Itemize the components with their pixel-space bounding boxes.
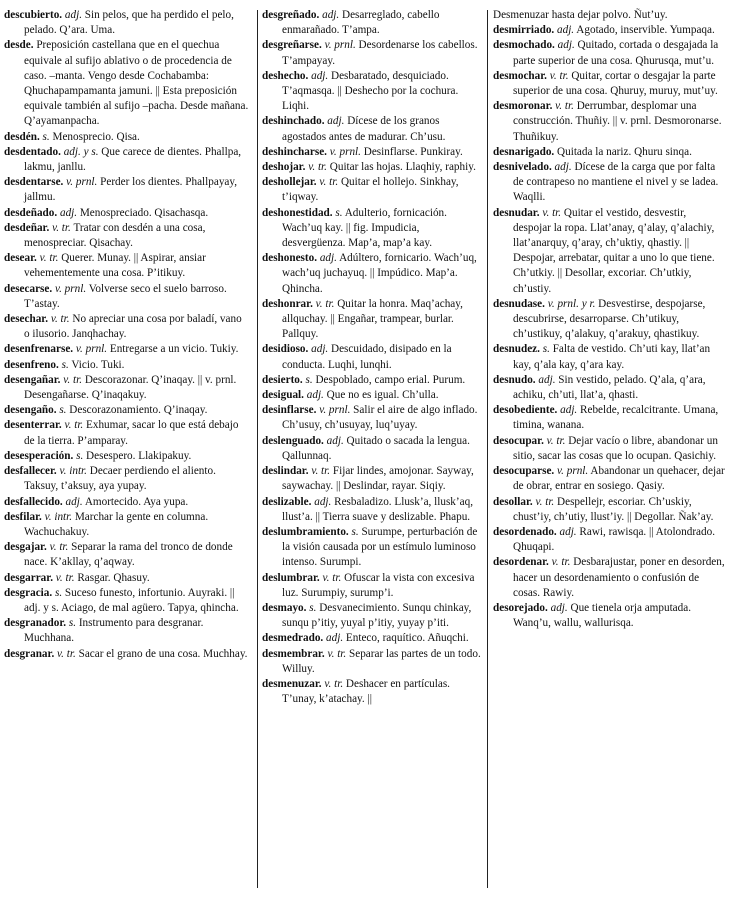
definition: Que tienela orja amputada. Wanq’u, wallu, wallurisqa.: [513, 601, 692, 630]
definition: Deshacer en partículas. T’unay, k’atachay. ||: [282, 677, 450, 706]
definition: Menospreciado. Qisachasqa.: [79, 206, 209, 219]
grammar-label: adj.: [538, 373, 556, 386]
dictionary-entry: [262, 631, 482, 646]
definition: Despellejr, escoriar. Ch’uskiy, chust’iy, ch’utiy, llust’iy. || Degollar. Ñak’ay.: [513, 495, 714, 523]
headword: desorejado.: [493, 601, 548, 614]
dictionary-entry: [4, 206, 250, 221]
definition: Descorazonar. Q’inaqay. || v. prnl. Desengañarse. Q’inaqakuy.: [24, 373, 237, 402]
dictionary-entry: [262, 525, 482, 571]
dictionary-entry: [262, 145, 482, 160]
headword: desechar.: [4, 313, 49, 326]
grammar-label: s.: [59, 404, 67, 417]
headword: desdentarse.: [4, 176, 64, 189]
grammar-label: v. tr.: [319, 176, 339, 189]
headword: desigual.: [262, 389, 304, 402]
headword: desmayo.: [262, 601, 307, 614]
column-3: [493, 8, 725, 631]
column-divider: [487, 10, 488, 888]
dictionary-entry: [493, 525, 725, 555]
dictionary-entry: [262, 677, 482, 707]
headword: deshollejar.: [262, 176, 317, 189]
dictionary-entry: [262, 297, 482, 343]
headword: desenterrar.: [4, 419, 62, 432]
grammar-label: adj.: [311, 69, 329, 82]
dictionary-entry: [4, 130, 250, 145]
dictionary-entry: [4, 342, 250, 357]
dictionary-entry: [262, 160, 482, 175]
grammar-label: v. tr.: [311, 465, 331, 478]
definition: Desespero. Llakipakuy.: [86, 449, 192, 462]
grammar-label: adj.: [314, 495, 332, 508]
definition: Adúltero, fornicario. Wach’uq, wach’uq juchayuq. || Impúdico. Map’a. Qhincha.: [282, 252, 477, 295]
column-2: [262, 8, 482, 707]
grammar-label: s.: [61, 358, 69, 371]
definition: Volverse seco el suelo barroso. T’astay.: [24, 282, 227, 310]
grammar-label: s.: [68, 617, 77, 630]
definition: Desvanecimiento. Sunqu chinkay, sunqu p’itiy, yuyal p’itiy, yuyay p’iti.: [282, 601, 472, 630]
headword: deshonrar.: [262, 297, 313, 310]
definition: Suceso funesto, infortunio. Auyraki. || adj. y s. Aciago, de mal agüero. Tapya, qhincha.: [24, 586, 239, 614]
definition: Sin pelos, que ha perdido el pelo, pelado. Q’ara. Uma.: [24, 9, 234, 37]
headword: desmochado.: [493, 39, 555, 52]
grammar-label: s.: [54, 586, 63, 599]
headword: desidioso.: [262, 343, 309, 356]
definition: Quitado, cortada o desgajada la parte superior de una cosa. Qhurusqa, mut’u.: [513, 39, 719, 67]
dictionary-entry: [262, 403, 482, 433]
definition: Quitar, cortar o desgajar la parte superior de una cosa. Qhuruy, muruy, mut’uy.: [513, 69, 718, 98]
dictionary-entry: [4, 403, 250, 418]
grammar-label: adj. y s.: [63, 145, 99, 158]
grammar-label: v. prnl.: [319, 404, 351, 417]
headword: desnudar.: [493, 206, 540, 219]
dictionary-entry: [262, 601, 482, 631]
headword: desnudez.: [493, 343, 540, 356]
dictionary-entry: [4, 312, 250, 342]
grammar-label: v. tr.: [64, 419, 84, 432]
headword: desnudase.: [493, 297, 545, 310]
grammar-label: v. prnl.: [75, 343, 108, 356]
definition: Tratar con desdén a una cosa, menospreciar. Qisachay.: [24, 221, 206, 250]
grammar-label: v. tr.: [322, 571, 342, 584]
headword: desnivelado.: [493, 161, 552, 174]
grammar-label: adj.: [311, 343, 329, 356]
definition: Sacar el grano de una cosa. Muchhay.: [78, 647, 248, 660]
grammar-label: s.: [309, 601, 317, 614]
dictionary-entry: [493, 555, 725, 601]
headword: desfallecido.: [4, 495, 63, 508]
headword: deslumbrar.: [262, 571, 320, 584]
dictionary-entry: [493, 403, 725, 433]
definition: No apreciar una cosa por baladí, vano o ilusorio. Janqhachay.: [24, 313, 242, 341]
dictionary-entry: [262, 251, 482, 297]
grammar-label: v. tr.: [57, 647, 76, 660]
headword: desmochar.: [493, 69, 547, 82]
definition: Quitar la honra. Maq’achay, allquchay. || Engañar, trampear, burlar. Pallquy.: [282, 297, 463, 341]
dictionary-entry: [4, 647, 250, 662]
dictionary-entry: [4, 540, 250, 570]
headword: desecarse.: [4, 282, 53, 295]
grammar-label: s.: [305, 373, 313, 386]
definition: Derrumbar, desplomar una construcción. Thuñiy. || v. prnl. Desmoronarse. Thuñikuy.: [513, 100, 722, 143]
headword: desgajar.: [4, 541, 47, 554]
definition: Quitar las hojas. Llaqhiy, raphiy.: [329, 161, 476, 174]
headword: desocuparse.: [493, 465, 555, 478]
definition: Menosprecio. Qisa.: [52, 130, 140, 143]
dictionary-entry: [493, 342, 725, 372]
headword: desocupar.: [493, 434, 544, 447]
definition: Quitada la nariz. Qhuru sinqa.: [557, 145, 692, 158]
dictionary-entry: [4, 221, 250, 251]
dictionary-entry: [4, 282, 250, 312]
grammar-label: v. tr.: [549, 69, 569, 82]
headword: desesperación.: [4, 449, 74, 462]
grammar-label: v. tr.: [551, 556, 571, 569]
grammar-label: s.: [351, 525, 359, 538]
definition: Dícese de la carga que por falta de contrapeso no mantiene el nivel y se ladea. Waqlli.: [513, 161, 719, 204]
definition: Rebelde, recalcitrante. Umana, timina, wanana.: [513, 404, 719, 432]
definition: Descuidado, disipado en la conducta. Luqhi, lunqhi.: [282, 343, 452, 371]
grammar-label: v. tr.: [308, 161, 327, 174]
definition: Dejar vacío o libre, abandonar un sitio, sacar las cosas que lo ocupan. Qasichiy.: [513, 434, 718, 462]
definition: Quitado o sacada la lengua. Qallunnaq.: [282, 434, 470, 462]
headword: desgarrar.: [4, 571, 53, 584]
headword: deshonesto.: [262, 252, 318, 265]
dictionary-entry: [493, 145, 725, 160]
definition: Decaer perdiendo el aliento. Taksuy, t’aksuy, aya yupay.: [24, 465, 216, 493]
grammar-label: adj.: [554, 161, 572, 174]
column-divider: [257, 10, 258, 888]
grammar-label: adj.: [550, 601, 568, 614]
grammar-label: adj.: [327, 115, 345, 128]
dictionary-entry: [262, 206, 482, 252]
headword: desollar.: [493, 495, 533, 508]
grammar-label: adj.: [326, 434, 344, 447]
headword: desmoronar.: [493, 100, 553, 113]
grammar-label: adj.: [557, 39, 575, 52]
definition: Sin vestido, pelado. Q’ala, q’ara, achiku, ch’uti, llat’a, qhasti.: [513, 373, 706, 402]
headword: desordenado.: [493, 525, 557, 538]
definition: Exhumar, sacar lo que está debajo de la tierra. P’amparay.: [24, 419, 239, 447]
grammar-label: v. prnl.: [54, 282, 87, 295]
definition: Rawi, rawisqa. || Atolondrado. Qhuqapi.: [513, 525, 716, 554]
definition: Falta de vestido. Ch’uti kay, llat’an kay, q’ala kay, q’ara kay.: [513, 343, 711, 371]
dictionary-entry: [4, 449, 250, 464]
dictionary-entry: [493, 373, 725, 403]
headword: desnudo.: [493, 373, 536, 386]
grammar-label: v. tr.: [327, 647, 347, 660]
dictionary-entry: [262, 571, 482, 601]
headword: desierto.: [262, 373, 303, 386]
headword: desnarigado.: [493, 145, 555, 158]
grammar-label: adj.: [557, 24, 575, 37]
definition: Desarreglado, cabello enmarañado. T’ampa.: [282, 9, 440, 37]
headword: deshonestidad.: [262, 206, 333, 219]
definition: Desordenarse los cabellos. T’ampayay.: [282, 39, 478, 67]
column-1: [4, 8, 250, 662]
definition: Que carece de dientes. Phallpa, lakmu, janllu.: [24, 145, 242, 174]
headword: desdén.: [4, 130, 40, 143]
dictionary-entry: [262, 373, 482, 388]
headword: desfilar.: [4, 510, 42, 523]
headword: desgracia.: [4, 586, 53, 599]
headword: deslumbramiento.: [262, 525, 349, 538]
grammar-label: v. tr.: [63, 373, 83, 386]
grammar-label: v. tr.: [315, 297, 335, 310]
grammar-label: adj.: [65, 495, 83, 508]
grammar-label: s.: [42, 130, 50, 143]
definition: Resbaladizo. Llusk’a, llusk’aq, llust’a. || Tierra suave y deslizable. Phapu.: [282, 495, 473, 523]
grammar-label: s.: [76, 449, 84, 462]
definition: Enteco, raquítico. Añuqchi.: [345, 632, 469, 645]
definition: Desbaratado, desquiciado. T’aqmasqa. || Deshecho por la cochura. Liqhi.: [282, 69, 459, 113]
dictionary-entry: [493, 601, 725, 631]
grammar-label: adj.: [559, 525, 577, 538]
dictionary-entry: [493, 464, 725, 494]
dictionary-entry: [4, 358, 250, 373]
grammar-label: v. intr.: [59, 465, 87, 478]
dictionary-entry: [4, 464, 250, 494]
dictionary-entry: [262, 464, 482, 494]
definition: Dícese de los granos agostados antes de madurar. Ch’usu.: [282, 115, 446, 143]
definition: Entregarse a un vicio. Tukiy.: [109, 343, 239, 356]
dictionary-entry: [262, 434, 482, 464]
dictionary-entry: [4, 38, 250, 129]
grammar-label: s.: [542, 343, 550, 356]
definition: Salir el aire de algo inflado. Ch’usuy, ch’usuyay, luq’uyay.: [282, 404, 478, 432]
definition: Desbarajustar, poner en desorden, hacer un desordenamiento o confusión de cosas. Rawiy.: [513, 556, 725, 599]
headword: desmedrado.: [262, 632, 324, 645]
grammar-label: v. tr.: [535, 495, 555, 508]
headword: desdeñar.: [4, 221, 50, 234]
dictionary-entry: [262, 175, 482, 205]
definition: Ofuscar la vista con excesiva luz. Surumpiy, surump’i.: [282, 571, 475, 599]
definition: Querer. Munay. || Aspirar, ansiar vehementemente una cosa. P’itikuy.: [24, 252, 206, 280]
headword: desmenuzar.: [262, 677, 322, 690]
dictionary-entry: [262, 38, 482, 68]
dictionary-entry: [4, 495, 250, 510]
definition: Adulterio, fornicación. Wach’uq kay. || fig. Impudicia, desvergüenza. Map’a, map’a kay.: [282, 206, 447, 250]
headword: desenfrenarse.: [4, 343, 74, 356]
dictionary-entry: [493, 495, 725, 525]
dictionary-entry: [4, 251, 250, 281]
grammar-label: v. tr.: [49, 541, 69, 554]
definition: Abandonar un quehacer, dejar de obrar, entrar en sosiego. Qasiy.: [513, 465, 725, 493]
headword: desgranar.: [4, 647, 55, 660]
grammar-label: v. tr.: [546, 434, 566, 447]
dictionary-entry: [4, 418, 250, 448]
headword: desgreñarse.: [262, 39, 322, 52]
grammar-label: v. tr.: [542, 206, 562, 219]
dictionary-entry: [493, 23, 725, 38]
grammar-label: adj.: [326, 632, 344, 645]
grammar-label: v. prnl.: [329, 145, 361, 158]
dictionary-entry: [493, 8, 725, 23]
definition: Separar la rama del tronco de donde nace. K’akllay, q’aqway.: [24, 541, 233, 569]
grammar-label: v. prnl.: [557, 465, 589, 478]
dictionary-entry: [262, 342, 482, 372]
definition: Desinflarse. Punkiray.: [363, 145, 463, 158]
headword: deslizable.: [262, 495, 312, 508]
headword: desde.: [4, 39, 34, 52]
dictionary-entry: [493, 99, 725, 145]
definition: Marchar la gente en columna. Wachuchakuy.: [24, 510, 209, 538]
headword: descubierto.: [4, 9, 63, 21]
definition: Instrumento para desgranar. Muchhana.: [24, 617, 204, 645]
grammar-label: s.: [335, 206, 343, 219]
dictionary-entry: [262, 388, 482, 403]
grammar-label: v. tr.: [324, 677, 344, 690]
grammar-label: v. tr.: [39, 252, 59, 265]
headword: deshojar.: [262, 161, 306, 174]
headword: desear.: [4, 252, 37, 265]
definition: Separar las partes de un todo. Willuy.: [282, 647, 481, 675]
dictionary-entry: [493, 206, 725, 297]
definition: Desvestirse, despojarse, descubrirse, desarroparse. Ch’utikuy, ch’ustikuy, q’alakuy, q’arakuy, qhastikuy.: [513, 297, 706, 341]
dictionary-entry: [493, 69, 725, 99]
headword: deshincharse.: [262, 145, 327, 158]
grammar-label: adj.: [322, 9, 340, 21]
definition: Quitar el hollejo. Sinkhay, t’iqway.: [282, 176, 459, 204]
grammar-label: adj.: [306, 389, 324, 402]
dictionary-entry: [262, 647, 482, 677]
definition: Que no es igual. Ch’ulla.: [326, 389, 439, 402]
headword: deshecho.: [262, 69, 309, 82]
headword: desgreñado.: [262, 9, 320, 21]
headword: desfallecer.: [4, 465, 57, 478]
grammar-label: v. tr.: [52, 221, 71, 234]
grammar-label: v. tr.: [50, 313, 70, 326]
dictionary-entry: [493, 160, 725, 206]
headword: desgranador.: [4, 617, 67, 630]
dictionary-entry: [4, 616, 250, 646]
headword: desmirriado.: [493, 24, 555, 37]
dictionary-entry: [262, 114, 482, 144]
headword: desengaño.: [4, 404, 57, 417]
headword: desobediente.: [493, 404, 558, 417]
definition: Rasgar. Qhasuy.: [77, 571, 150, 584]
headword: deshinchado.: [262, 115, 325, 128]
dictionary-entry: [4, 586, 250, 616]
dictionary-entry: [4, 373, 250, 403]
definition: Quitar el vestido, desvestir, despojar la ropa. Llat’anay, q’alay, q’alachiy, llat’anarquy, q’aray, ch’uktiy, qhastiy. || Despojar, arrebatar, quitar a uno lo que tiene. Ch’utkiy. || Desollar, excoriar. Ch’utkiy, ch’ustiy.: [513, 206, 715, 295]
dictionary-entry: [262, 8, 482, 38]
grammar-label: v. tr.: [55, 571, 75, 584]
grammar-label: adj.: [64, 9, 82, 21]
dictionary-entry: [262, 69, 482, 115]
grammar-label: adj.: [319, 252, 337, 265]
grammar-label: v. tr.: [555, 100, 574, 113]
grammar-label: v. prnl.: [324, 39, 356, 52]
grammar-label: adj.: [560, 404, 578, 417]
grammar-label: adj.: [59, 206, 78, 219]
headword: deslindar.: [262, 465, 309, 478]
dictionary-entry: [4, 145, 250, 175]
dictionary-entry: [262, 495, 482, 525]
dictionary-entry: [4, 571, 250, 586]
headword: deslenguado.: [262, 434, 324, 447]
definition: Despoblado, campo erial. Purum.: [315, 373, 466, 386]
definition: Desmenuzar hasta dejar polvo. Ñut’uy.: [493, 9, 668, 21]
headword: desdentado.: [4, 145, 61, 158]
headword: desinflarse.: [262, 404, 317, 417]
headword: desordenar.: [493, 556, 549, 569]
dictionary-entry: [493, 297, 725, 343]
dictionary-entry: [493, 434, 725, 464]
definition: Amortecido. Aya yupa.: [84, 495, 189, 508]
definition: Preposición castellana que en el quechua equivale al sufijo ablativo o de procedencia de caso. –manta. Vengo desde Cochabamba: Qhuchapampamanta jamuni. || Esta preposición equivale también al sufijo –pacha. Desde mañana. Q’ayamanpacha.: [24, 39, 249, 128]
headword: desenfreno.: [4, 358, 59, 371]
dictionary-entry: [4, 175, 250, 205]
definition: Agotado, inservible. Yumpaqa.: [576, 24, 715, 37]
grammar-label: v. intr.: [44, 510, 73, 523]
headword: desdeñado.: [4, 206, 58, 219]
definition: Descorazonamiento. Q’inaqay.: [69, 404, 208, 417]
dictionary-entry: [4, 8, 250, 38]
grammar-label: v. prnl.: [66, 176, 98, 189]
definition: Vicio. Tuki.: [71, 358, 125, 371]
definition: Fijar lindes, amojonar. Sayway, saywachay. || Deslindar, rayar. Siqiy.: [282, 465, 474, 493]
headword: desmembrar.: [262, 647, 325, 660]
grammar-label: v. prnl. y r.: [547, 297, 596, 310]
headword: desengañar.: [4, 373, 61, 386]
definition: Perder los dientes. Phallpayay, jallmu.: [24, 176, 238, 204]
dictionary-entry: [4, 510, 250, 540]
definition: Surumpe, perturbación de la visión causada por un estímulo luminoso intenso. Surumpi.: [282, 525, 478, 569]
dictionary-entry: [493, 38, 725, 68]
